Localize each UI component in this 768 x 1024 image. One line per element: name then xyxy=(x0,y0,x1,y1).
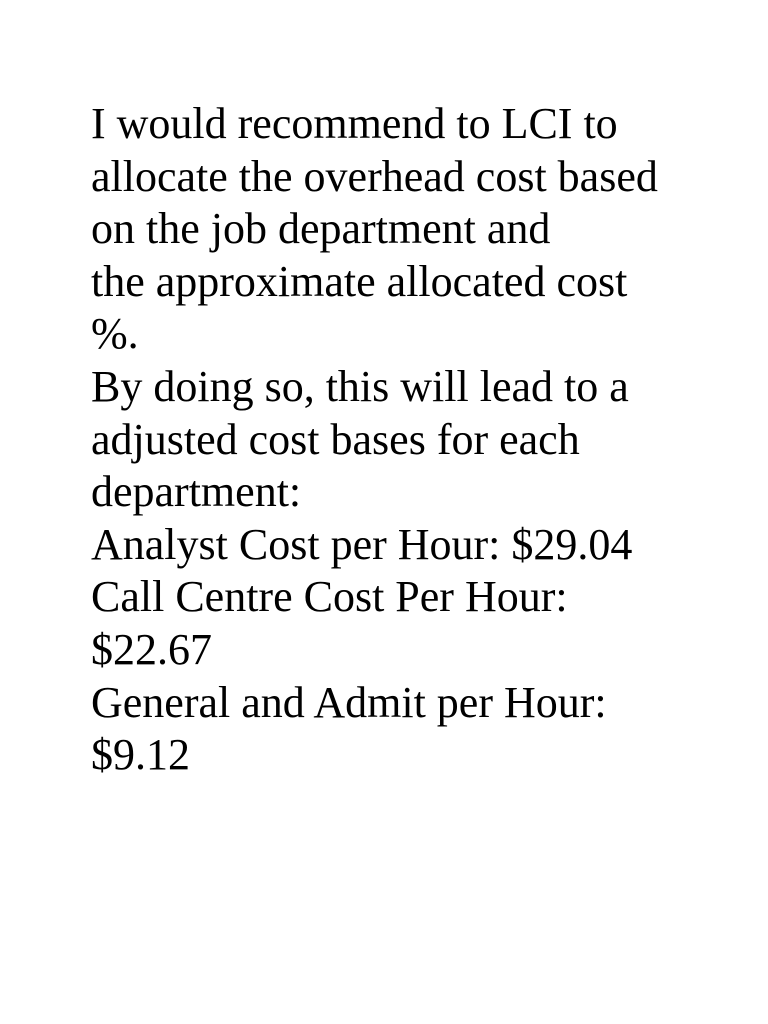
text-line: the approximate allocated cost xyxy=(91,256,628,306)
call-centre-cost-value: $22.67 xyxy=(91,624,212,674)
general-admin-cost-label: General and Admit per Hour: xyxy=(91,677,607,727)
recommendation-text xyxy=(91,98,751,782)
text-line: department: xyxy=(91,467,302,517)
text-line: on the job department and xyxy=(91,204,551,254)
text-line: I would recommend to LCI to xyxy=(91,99,618,148)
text-line: adjusted cost bases for each xyxy=(91,414,580,464)
text-line: allocate the overhead cost based xyxy=(91,151,658,201)
text-line: By doing so, this will lead to a xyxy=(91,361,629,411)
call-centre-cost-label: Call Centre Cost Per Hour: xyxy=(91,572,568,622)
general-admin-cost-value: $9.12 xyxy=(91,730,190,780)
text-line: %. xyxy=(91,309,139,359)
analyst-cost-line: Analyst Cost per Hour: $29.04 xyxy=(91,519,633,569)
